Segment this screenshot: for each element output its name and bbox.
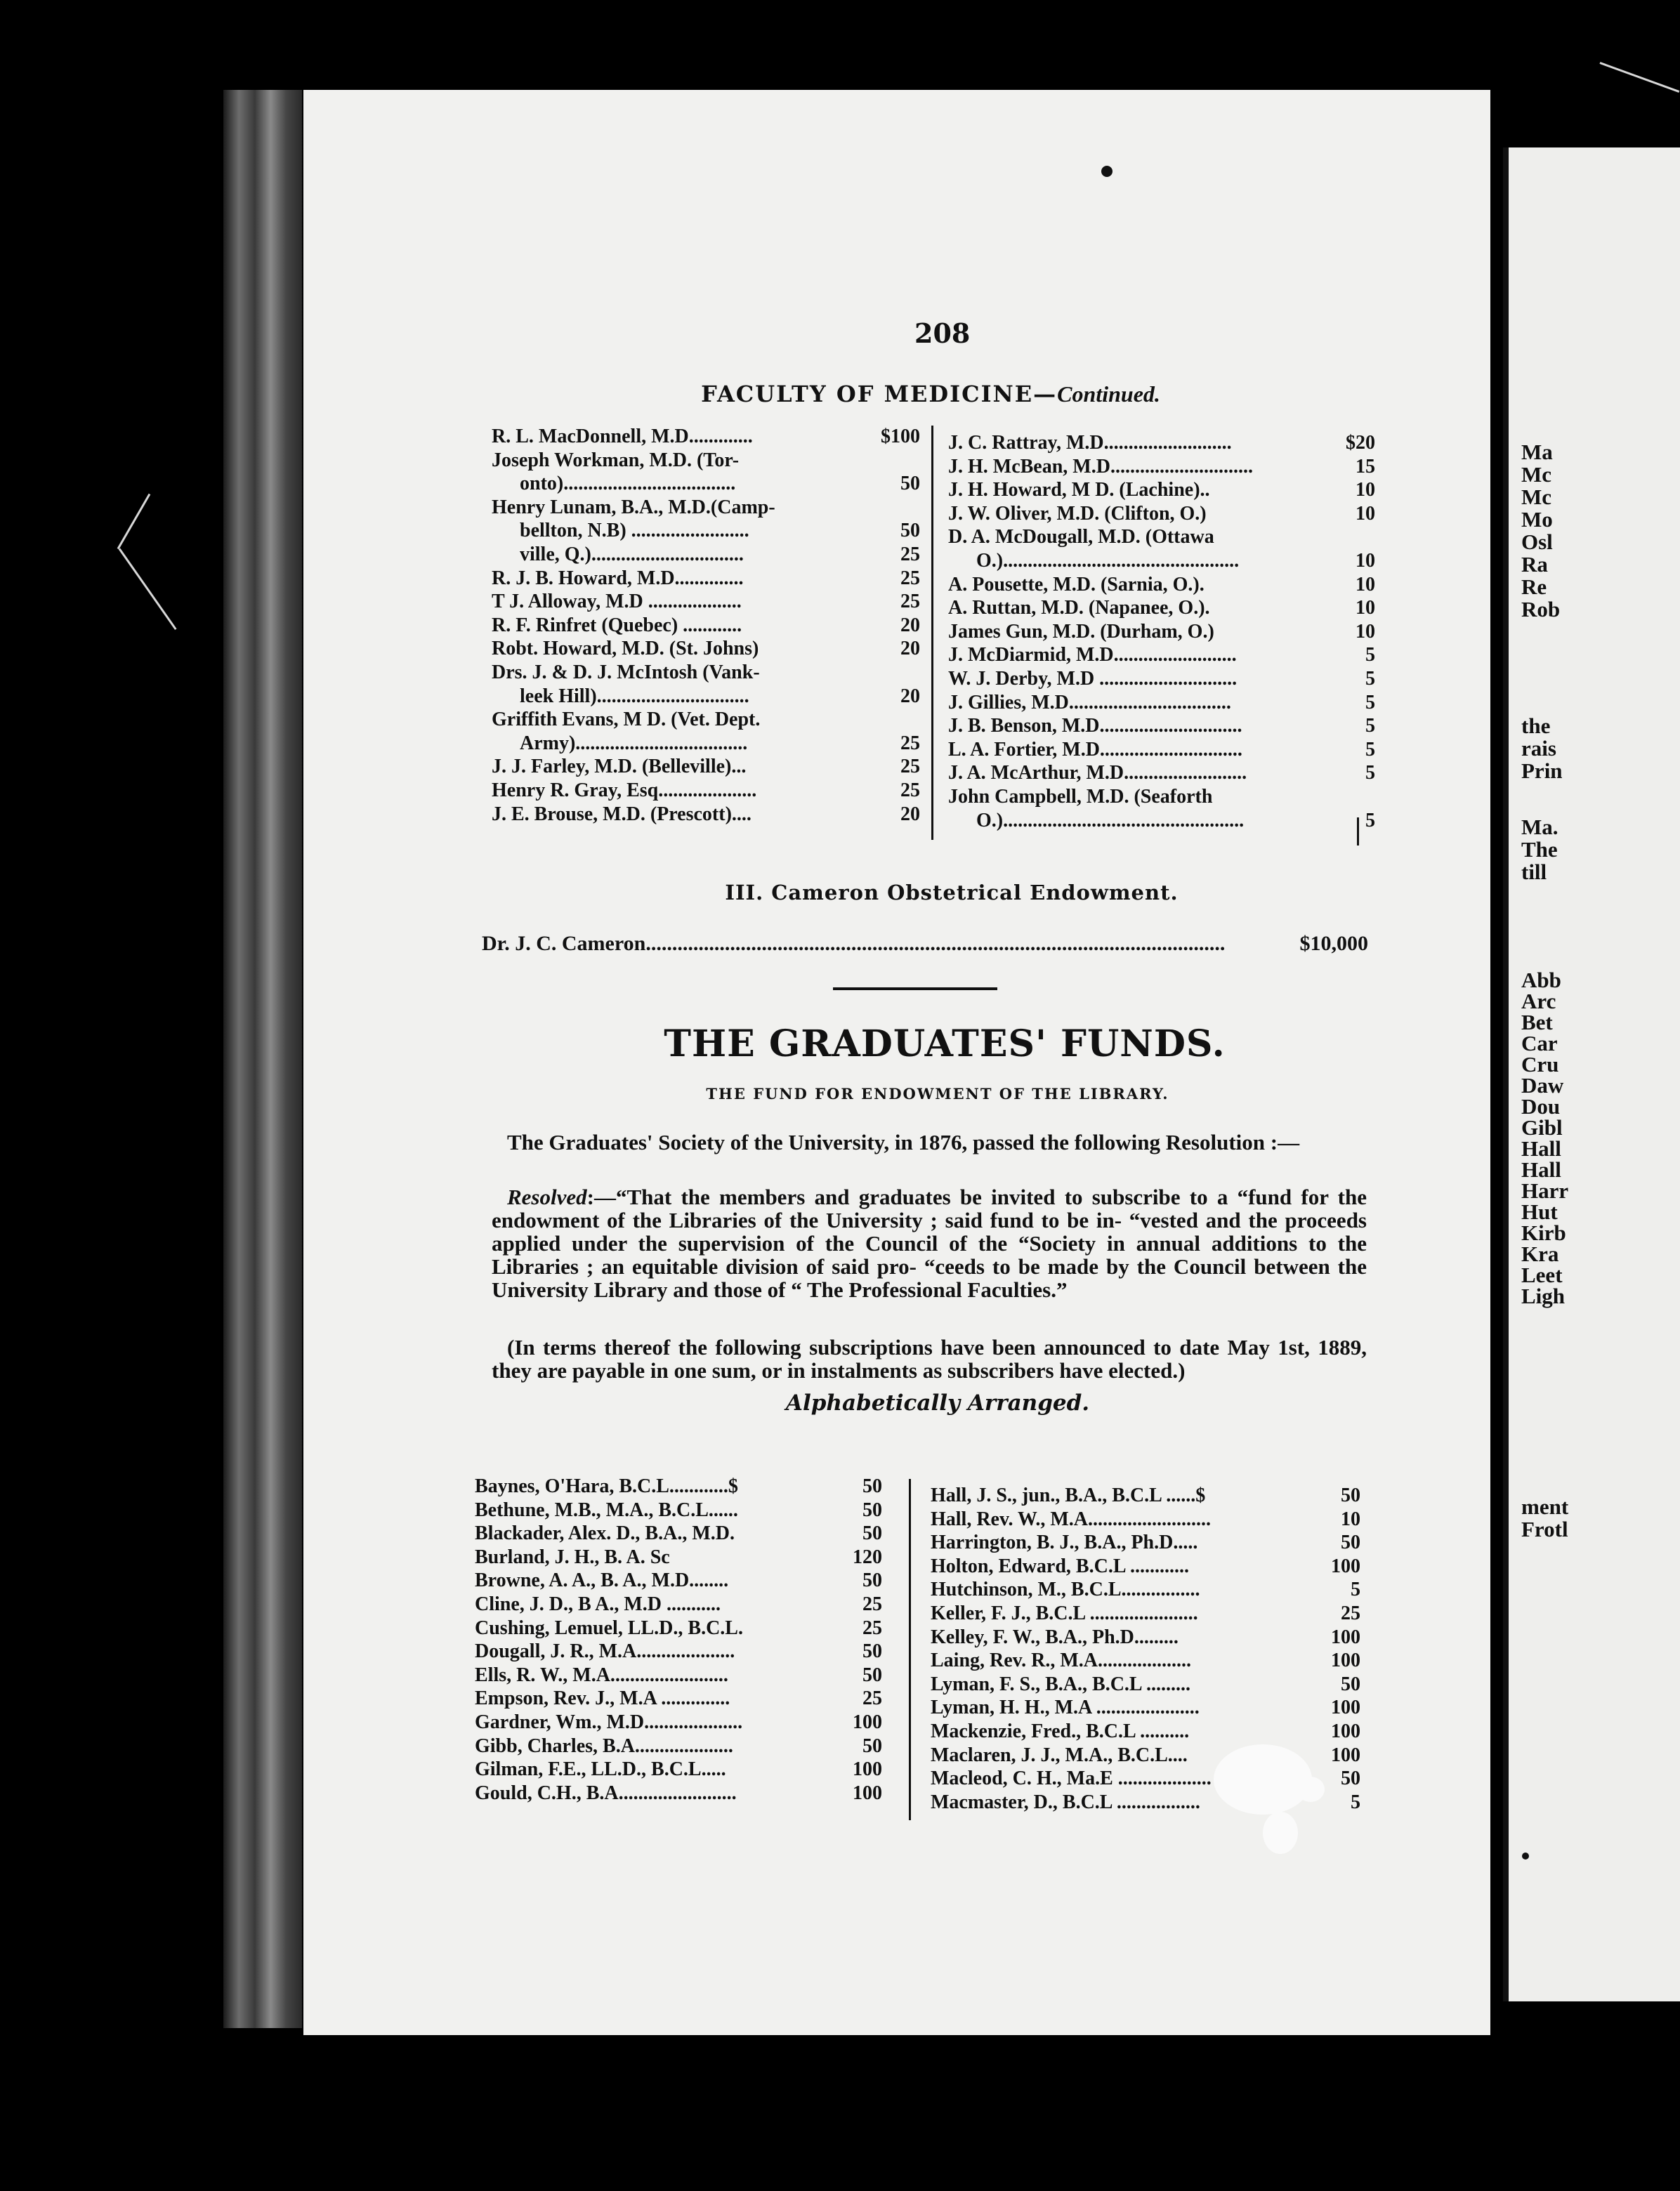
cameron-entry-amount: $10,000	[1294, 932, 1369, 956]
subscription-amount: $100	[878, 425, 920, 449]
subscription-amount: 100	[1328, 1744, 1360, 1768]
subscription-amount: 100	[850, 1758, 882, 1782]
subscription-amount: 25	[860, 1593, 882, 1617]
subscriber-name: Army)...................................	[520, 732, 748, 754]
terms-paragraph: (In terms thereof the following subscriptions have been announced to date May 1st, 1889, they are payable in one sum, or in instalments as subscribers have elected.)	[492, 1335, 1367, 1383]
faculty-heading	[232, 381, 1629, 407]
subscription-row	[492, 519, 920, 543]
subscription-row	[492, 755, 920, 779]
subscriber-name: Kelley, F. W., B.A., Ph.D.........	[931, 1626, 1179, 1648]
subscriber-name: J. H. Howard, M D. (Lachine)..	[948, 479, 1210, 501]
adjacent-page-fragment: Hall	[1521, 1136, 1561, 1161]
subscriber-name: W. J. Derby, M.D ............................	[948, 667, 1238, 690]
subscription-amount: 5	[1363, 643, 1375, 667]
subscription-amount: 100	[850, 1711, 882, 1735]
paper-stain	[1263, 1812, 1298, 1854]
subscriber-name: Joseph Workman, M.D. (Tor-	[492, 449, 740, 471]
alphabetical-heading: Alphabetically Arranged.	[785, 1390, 1090, 1416]
subscriber-name: J. E. Brouse, M.D. (Prescott)....	[492, 803, 752, 825]
subscriber-name: Gardner, Wm., M.D....................	[475, 1711, 743, 1733]
subscriber-name: Browne, A. A., B. A., M.D........	[475, 1570, 729, 1592]
subscriber-name: bellton, N.B) ........................	[520, 520, 749, 542]
subscriber-name: D. A. McDougall, M.D. (Ottawa	[948, 526, 1214, 548]
film-scratch	[1599, 62, 1679, 93]
subscription-amount: 50	[860, 1475, 882, 1499]
subscriber-name: Cline, J. D., B A., M.D ...........	[475, 1593, 721, 1615]
adjacent-page-fragment: till	[1521, 860, 1547, 884]
subscription-row	[948, 667, 1375, 691]
subscriber-name: J. Gillies, M.D.................................	[948, 691, 1231, 713]
adjacent-page-fragment: Hut	[1521, 1199, 1558, 1224]
subscription-amount: 50	[898, 519, 920, 543]
subscription-amount: 100	[1328, 1555, 1360, 1579]
subscription-row	[492, 708, 920, 732]
subscription-row	[475, 1711, 882, 1735]
subscription-row	[492, 732, 920, 756]
subscriber-name: Robt. Howard, M.D. (St. Johns)	[492, 638, 759, 660]
subscription-amount: 10	[1353, 502, 1375, 526]
subscription-row	[475, 1640, 882, 1664]
adjacent-page-fragment: Leet	[1521, 1263, 1563, 1287]
subscription-row	[492, 496, 920, 520]
subscription-row	[948, 525, 1375, 549]
adjacent-page-fragment: Osl	[1521, 529, 1553, 554]
subscription-amount: 50	[860, 1640, 882, 1664]
subscriber-name: J. A. McArthur, M.D.........................	[948, 762, 1247, 784]
subscription-row	[492, 425, 920, 449]
subscriber-name: Macleod, C. H., Ma.E ...................	[931, 1768, 1212, 1790]
subscription-row	[931, 1696, 1360, 1720]
subscriber-name: Ells, R. W., M.A........................	[475, 1664, 728, 1686]
subscription-row	[948, 761, 1375, 785]
subscription-row	[948, 431, 1375, 455]
subscription-amount: 10	[1353, 596, 1375, 620]
adjacent-page-fragment: Ligh	[1521, 1284, 1566, 1308]
subscription-amount: 25	[898, 755, 920, 779]
subscription-amount: 5	[1363, 809, 1375, 833]
subscription-amount: 25	[898, 732, 920, 756]
subscriber-name: leek Hill)...............................	[520, 685, 749, 707]
subscriber-name: J. W. Oliver, M.D. (Clifton, O.)	[948, 502, 1207, 525]
subscriber-name: J. J. Farley, M.D. (Belleville)...	[492, 756, 747, 778]
subscription-row	[475, 1782, 882, 1805]
adjacent-page-fragment: Rob	[1521, 597, 1561, 621]
adjacent-page-fragment: Daw	[1521, 1073, 1564, 1098]
subscription-row	[492, 590, 920, 614]
subscription-row	[948, 738, 1375, 762]
subscriber-name: Gould, C.H., B.A........................	[475, 1782, 737, 1804]
subscription-amount: 25	[860, 1687, 882, 1711]
adjacent-page-fragment: Car	[1521, 1031, 1558, 1055]
subscription-amount: 10	[1353, 620, 1375, 644]
subscriber-name: Mackenzie, Fred., B.C.L ..........	[931, 1720, 1190, 1742]
subscription-row	[475, 1475, 882, 1499]
subscriber-name: Henry R. Gray, Esq....................	[492, 779, 757, 801]
faculty-subscriptions-left	[492, 425, 920, 826]
intro-paragraph: The Graduates' Society of the University, in 1876, passed the following Resolution :—	[507, 1130, 1300, 1154]
paper-stain	[1214, 1744, 1312, 1815]
subscriber-name: Gilman, F.E., LL.D., B.C.L.....	[475, 1758, 726, 1781]
subscriber-name: J. B. Benson, M.D.............................	[948, 715, 1242, 737]
film-scratch	[119, 548, 177, 630]
subscription-row	[931, 1555, 1360, 1579]
subscriber-name: Bethune, M.B., M.A., B.C.L......	[475, 1499, 738, 1521]
subscription-row	[931, 1531, 1360, 1555]
bracket-mark	[1357, 817, 1359, 846]
subscription-amount: 20	[898, 803, 920, 827]
adjacent-page-fragment: Hall	[1521, 1157, 1561, 1182]
adjacent-page-fragment: Arc	[1521, 989, 1556, 1013]
subscription-row	[475, 1593, 882, 1617]
ink-blot	[1101, 166, 1113, 177]
ink-blot	[1522, 1853, 1529, 1860]
subscription-amount: $20	[1343, 431, 1375, 455]
graduates-subscriptions-left	[475, 1475, 882, 1805]
subscription-amount: 10	[1353, 478, 1375, 502]
subscription-row	[931, 1626, 1360, 1650]
subscriber-name: Keller, F. J., B.C.L ......................	[931, 1602, 1198, 1624]
subscription-amount: 20	[898, 614, 920, 638]
subscription-row	[475, 1569, 882, 1593]
film-scratch	[117, 494, 151, 549]
subscription-amount: 50	[1338, 1767, 1360, 1791]
subscription-row	[475, 1758, 882, 1782]
subscriber-name: James Gun, M.D. (Durham, O.)	[948, 620, 1214, 643]
subscription-row	[475, 1664, 882, 1687]
subscription-amount: 50	[860, 1499, 882, 1522]
cameron-endowment-heading: III. Cameron Obstetrical Endowment.	[725, 881, 1179, 904]
subscription-row	[948, 643, 1375, 667]
subscription-row	[475, 1735, 882, 1758]
subscriber-name: Maclaren, J. J., M.A., B.C.L....	[931, 1744, 1188, 1766]
adjacent-page-fragment: Ra	[1521, 552, 1548, 577]
adjacent-page-fragment: Kra	[1521, 1242, 1559, 1266]
faculty-subscriptions-right	[948, 431, 1375, 832]
subscription-amount: 10	[1353, 549, 1375, 573]
subscriber-name: A. Ruttan, M.D. (Napanee, O.).	[948, 597, 1210, 619]
subscriber-name: onto)...................................	[520, 473, 736, 495]
subscription-amount: 50	[860, 1569, 882, 1593]
library-fund-heading: THE FUND FOR ENDOWMENT OF THE LIBRARY.	[706, 1085, 1169, 1103]
subscriber-name: Blackader, Alex. D., B.A., M.D.	[475, 1522, 735, 1545]
subscription-amount: 5	[1363, 738, 1375, 762]
subscription-row	[475, 1522, 882, 1546]
subscription-row	[948, 549, 1375, 573]
subscription-row	[948, 785, 1375, 809]
subscription-amount: 5	[1348, 1578, 1360, 1602]
subscriber-name: L. A. Fortier, M.D.............................	[948, 738, 1242, 761]
subscription-amount: 5	[1363, 761, 1375, 785]
subscription-amount: 100	[1328, 1649, 1360, 1673]
subscription-row	[492, 779, 920, 803]
subscription-amount: 50	[860, 1664, 882, 1687]
subscriber-name: Harrington, B. J., B.A., Ph.D.....	[931, 1532, 1198, 1554]
cameron-entry-name: Dr. J. C. Cameron..............................................................................................................	[482, 932, 1226, 955]
subscription-amount: 5	[1363, 691, 1375, 715]
adjacent-page-fragment: Ma.	[1521, 815, 1558, 839]
subscription-row	[492, 685, 920, 709]
subscriber-name: Hutchinson, M., B.C.L................	[931, 1579, 1200, 1601]
adjacent-page-fragment: Kirb	[1521, 1220, 1566, 1245]
subscriber-name: Lyman, H. H., M.A .....................	[931, 1697, 1200, 1719]
subscriber-name: Drs. J. & D. J. McIntosh (Vank-	[492, 661, 760, 683]
subscription-amount: 10	[1353, 573, 1375, 597]
subscriber-name: R. F. Rinfret (Quebec) ............	[492, 614, 742, 636]
adjacent-page-fragment: Mc	[1521, 462, 1552, 487]
subscription-amount: 50	[898, 472, 920, 496]
subscription-amount: 25	[898, 779, 920, 803]
subscription-row	[948, 714, 1375, 738]
adjacent-page-fragment: Harr	[1521, 1178, 1569, 1203]
subscription-amount: 20	[898, 637, 920, 661]
adjacent-page-fragment: Frotl	[1521, 1517, 1568, 1541]
subscription-amount: 120	[850, 1546, 882, 1570]
subscriber-name: Macmaster, D., B.C.L .................	[931, 1791, 1200, 1813]
adjacent-page-fragment: Prin	[1521, 758, 1563, 783]
subscription-row	[948, 573, 1375, 597]
subscription-row	[948, 596, 1375, 620]
subscription-row	[492, 661, 920, 685]
subscriber-name: J. C. Rattray, M.D..........................	[948, 432, 1232, 454]
adjacent-page	[1503, 147, 1680, 2001]
subscriber-name: R. L. MacDonnell, M.D.............	[492, 426, 753, 447]
subscription-amount: 25	[898, 567, 920, 591]
subscription-row	[475, 1499, 882, 1522]
resolution-text: :—“That the members and graduates be invited to subscribe to a “fund for the endowment of the Libraries of the University ; said fund to be in- “vested and the proceeds applied under the supervision of the Council of the “Society in annual additions to the Libraries ; an equitable division of said pro- “ceeds to be made by the Council between the University Library and those of “ The Professional Faculties.”	[492, 1185, 1367, 1302]
subscription-row	[475, 1617, 882, 1640]
subscription-amount: 5	[1348, 1791, 1360, 1815]
subscriber-name: Baynes, O'Hara, B.C.L............$	[475, 1475, 738, 1497]
subscriber-name: Hall, J. S., jun., B.A., B.C.L ......$	[931, 1485, 1206, 1506]
subscriber-name: Hall, Rev. W., M.A.........................	[931, 1508, 1212, 1530]
subscription-row	[931, 1484, 1360, 1508]
faculty-heading-continued: Continued.	[1057, 381, 1160, 407]
subscription-row	[931, 1602, 1360, 1626]
adjacent-page-fragment: Gibl	[1521, 1115, 1563, 1140]
subscriber-name: R. J. B. Howard, M.D..............	[492, 567, 744, 589]
adjacent-page-fragment: Mc	[1521, 485, 1552, 509]
adjacent-page-fragment: Ma	[1521, 440, 1553, 464]
subscription-row	[492, 803, 920, 827]
subscriber-name: J. McDiarmid, M.D.........................	[948, 644, 1237, 666]
subscriber-name: Empson, Rev. J., M.A ..............	[475, 1687, 730, 1710]
faculty-heading-main: FACULTY OF MEDICINE—	[701, 381, 1058, 407]
resolution-label: Resolved	[507, 1185, 587, 1209]
subscription-amount: 50	[1338, 1673, 1360, 1697]
subscriber-name: Laing, Rev. R., M.A...................	[931, 1650, 1191, 1672]
subscription-row	[492, 543, 920, 567]
subscription-amount: 25	[898, 590, 920, 614]
subscriber-name: Cushing, Lemuel, LL.D., B.C.L.	[475, 1617, 743, 1639]
subscription-amount: 50	[860, 1735, 882, 1758]
subscription-amount: 20	[898, 685, 920, 709]
adjacent-page-fragment: Dou	[1521, 1094, 1561, 1119]
subscription-row	[492, 614, 920, 638]
subscription-amount: 100	[850, 1782, 882, 1805]
subscriber-name: A. Pousette, M.D. (Sarnia, O.).	[948, 573, 1205, 596]
subscriber-name: J. H. McBean, M.D.............................	[948, 455, 1253, 478]
subscriber-name: O.).................................................	[976, 809, 1245, 831]
subscription-row	[931, 1720, 1360, 1744]
subscription-amount: 25	[1338, 1602, 1360, 1626]
adjacent-page-fragment: ment	[1521, 1494, 1569, 1519]
subscription-row	[492, 449, 920, 473]
subscription-row	[492, 637, 920, 661]
resolution-paragraph	[492, 1185, 1367, 1301]
adjacent-page-fragment: Re	[1521, 574, 1547, 599]
subscriber-name: John Campbell, M.D. (Seaforth	[948, 785, 1213, 808]
subscription-amount: 25	[898, 543, 920, 567]
adjacent-page-fragment: The	[1521, 837, 1558, 862]
subscription-row	[948, 455, 1375, 479]
subscription-row	[492, 472, 920, 496]
subscription-row	[492, 567, 920, 591]
subscription-row	[948, 478, 1375, 502]
subscription-amount: 100	[1328, 1696, 1360, 1720]
subscription-row	[948, 620, 1375, 644]
subscription-row	[931, 1673, 1360, 1697]
subscriber-name: Henry Lunam, B.A., M.D.(Camp-	[492, 496, 775, 518]
section-rule	[833, 987, 997, 990]
subscriber-name: O.)................................................	[976, 549, 1240, 572]
subscription-amount: 15	[1353, 455, 1375, 479]
adjacent-page-fragment: Mo	[1521, 507, 1553, 532]
subscription-row	[475, 1546, 882, 1570]
subscriber-name: T J. Alloway, M.D ...................	[492, 591, 742, 613]
adjacent-page-fragment: rais	[1521, 736, 1556, 761]
adjacent-page-fragment: the	[1521, 713, 1551, 738]
adjacent-page-fragment: Bet	[1521, 1010, 1553, 1034]
subscription-row	[931, 1578, 1360, 1602]
subscription-amount: 50	[860, 1522, 882, 1546]
subscriber-name: ville, Q.)...............................	[520, 543, 744, 565]
adjacent-page-fragment: Abb	[1521, 968, 1561, 992]
subscriber-name: Griffith Evans, M D. (Vet. Dept.	[492, 709, 761, 731]
paper-stain	[1297, 1777, 1325, 1802]
subscriber-name: Dougall, J. R., M.A....................	[475, 1640, 735, 1663]
subscription-amount: 25	[860, 1617, 882, 1640]
subscription-row	[475, 1687, 882, 1711]
subscription-amount: 100	[1328, 1626, 1360, 1650]
column-divider	[931, 426, 933, 840]
subscription-amount: 50	[1338, 1484, 1360, 1508]
subscriber-name: Gibb, Charles, B.A....................	[475, 1735, 733, 1757]
subscription-row	[948, 809, 1375, 833]
subscription-amount: 50	[1338, 1531, 1360, 1555]
subscription-row	[948, 691, 1375, 715]
page-number: 208	[914, 317, 971, 349]
subscriber-name: Holton, Edward, B.C.L ............	[931, 1555, 1189, 1577]
subscription-amount: 100	[1328, 1720, 1360, 1744]
subscription-amount: 10	[1338, 1508, 1360, 1532]
subscriber-name: Burland, J. H., B. A. Sc	[475, 1546, 670, 1568]
subscription-row	[948, 502, 1375, 526]
subscriber-name: Lyman, F. S., B.A., B.C.L .........	[931, 1673, 1191, 1695]
subscription-row	[931, 1649, 1360, 1673]
subscription-amount: 5	[1363, 714, 1375, 738]
cameron-entry	[482, 932, 1368, 956]
column-divider	[909, 1479, 911, 1820]
subscription-amount: 5	[1363, 667, 1375, 691]
graduates-funds-heading: THE GRADUATES' FUNDS.	[664, 1022, 1226, 1065]
subscription-row	[931, 1508, 1360, 1532]
adjacent-page-fragment: Cru	[1521, 1052, 1559, 1077]
